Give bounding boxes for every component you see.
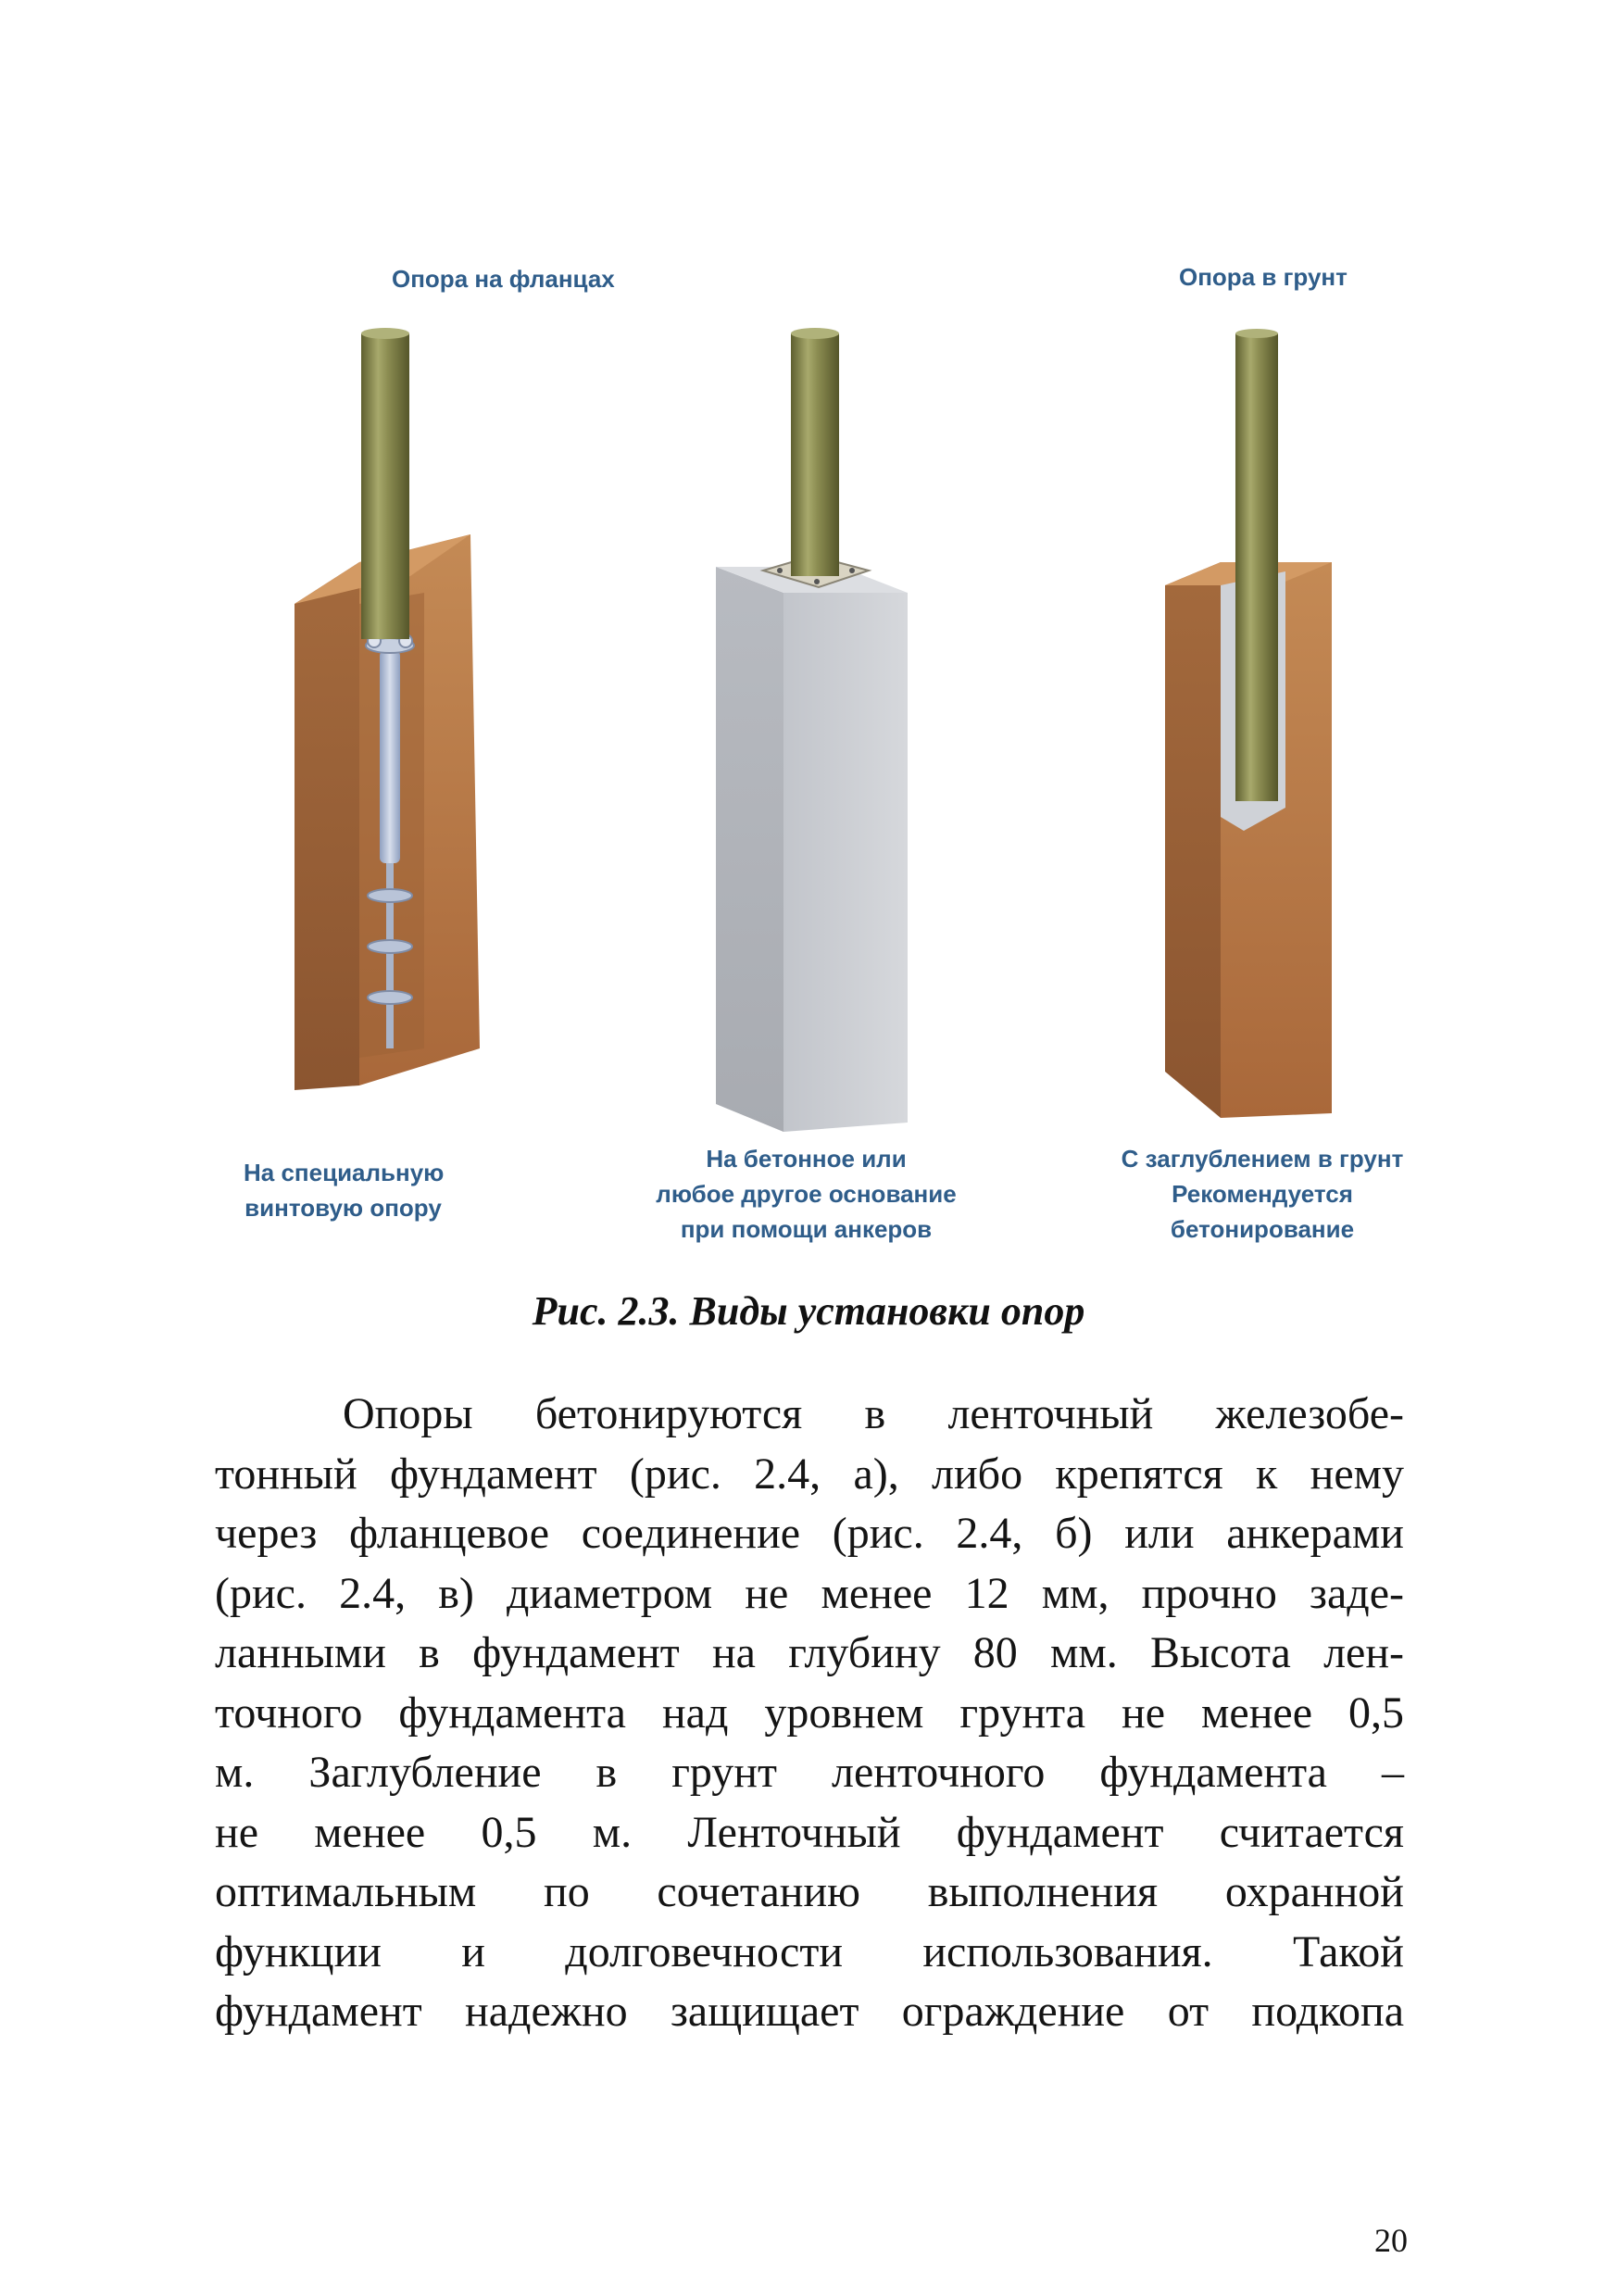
page-number: 20 <box>1374 2222 1408 2259</box>
paragraph-line: оптимальным по сочетанию выполнения охранной <box>215 1867 1404 1916</box>
label-line: любое другое основание <box>656 1180 957 1208</box>
label-line: На специальную <box>244 1159 445 1186</box>
figure-caption: Рис. 2.3. Виды установки опор <box>532 1288 1085 1334</box>
label-line: Рекомендуется <box>1172 1180 1353 1208</box>
label-screw-support <box>244 1155 443 1225</box>
figure-illustration <box>239 215 1461 1294</box>
screw-pile-illustration <box>295 328 480 1090</box>
label-line: На бетонное или <box>706 1145 907 1173</box>
in-ground-illustration <box>1165 329 1332 1118</box>
paragraph-line: тонный фундамент (рис. 2.4, а), либо крепятся к нему <box>215 1449 1404 1499</box>
label-line: при помощи анкеров <box>680 1215 933 1243</box>
paragraph-line: через фланцевое соединение (рис. 2.4, б) или анкерами <box>215 1509 1404 1558</box>
paragraph-line: не менее 0,5 м. Ленточный фундамент считается <box>215 1807 1404 1857</box>
paragraph-line: Опоры бетонируются в ленточный железобе- <box>343 1389 1404 1438</box>
paragraph-line: (рис. 2.4, в) диаметром не менее 12 мм, прочно заде- <box>215 1568 1404 1618</box>
label-concrete-support <box>637 1141 975 1247</box>
paragraph-line: фундамент надежно защищает ограждение от подкопа <box>215 1987 1404 2036</box>
paragraph-line: точного фундамента над уровнем грунта не менее 0,5 <box>215 1687 1404 1738</box>
label-line: винтовую опору <box>244 1194 442 1222</box>
label-line: бетонирование <box>1170 1215 1355 1243</box>
body-paragraph <box>215 1385 1404 2042</box>
label-flange-support: Опора на фланцах <box>392 265 615 293</box>
paragraph-line: м. Заглубление в грунт ленточного фундамента – <box>215 1748 1404 1797</box>
label-embedded-support <box>1077 1141 1448 1247</box>
label-ground-support: Опора в грунт <box>1179 263 1348 291</box>
figure-support-installation <box>239 215 1461 1294</box>
concrete-base-illustration <box>716 328 908 1132</box>
paragraph-line: функции и долговечности использования. Такой <box>215 1926 1404 1976</box>
label-line: С заглублением в грунт <box>1121 1145 1404 1173</box>
paragraph-line: ланными в фундамент на глубину 80 мм. Высота лен- <box>215 1628 1404 1677</box>
